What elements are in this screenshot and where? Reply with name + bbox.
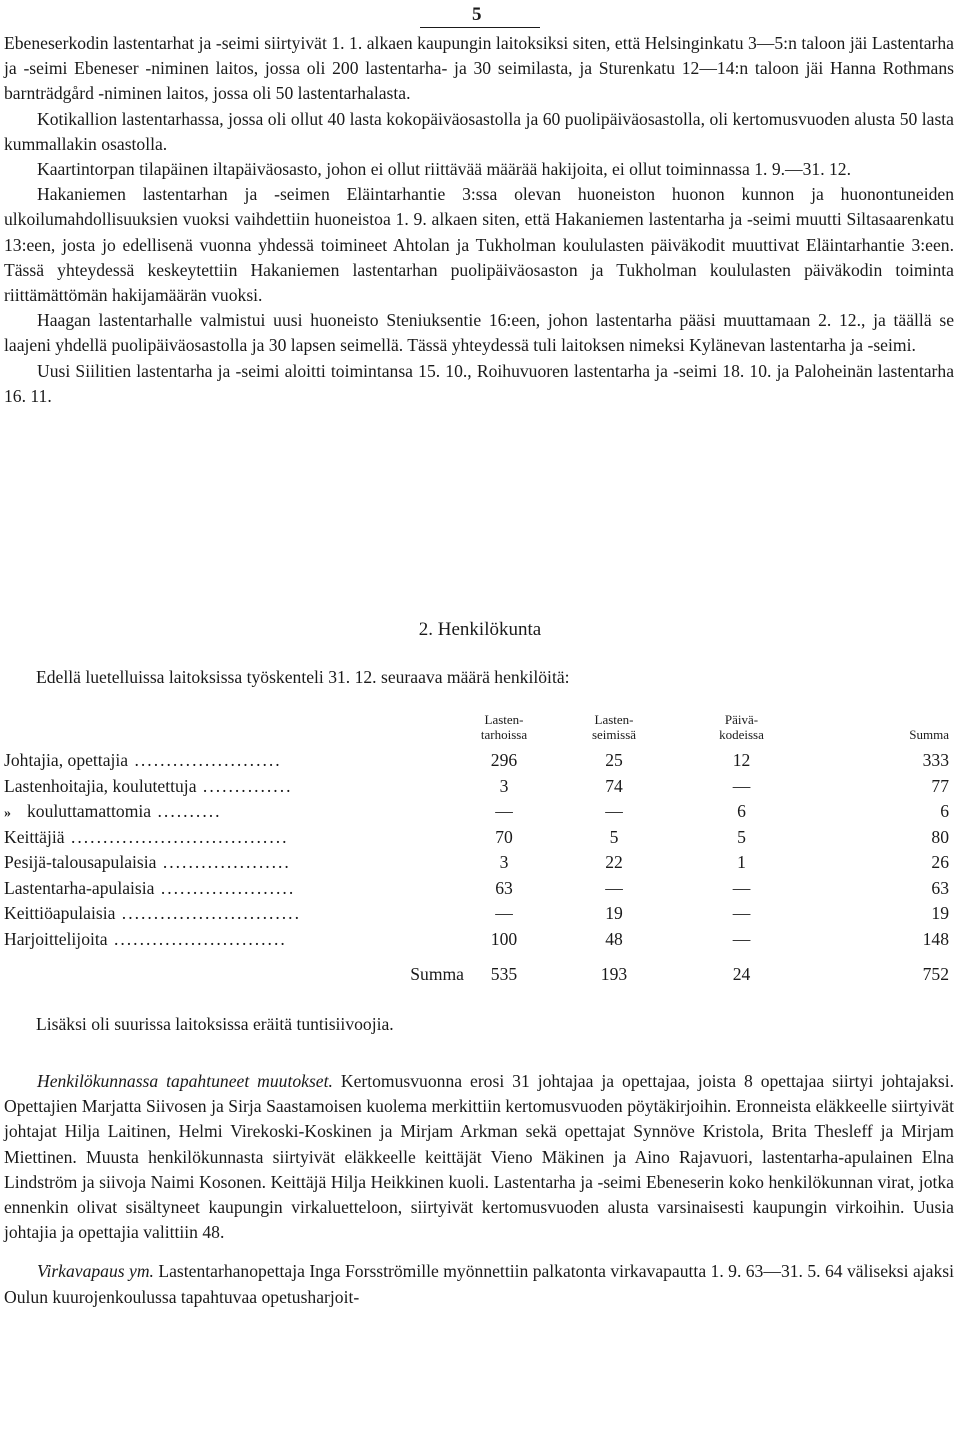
total-value: 752 xyxy=(922,963,949,984)
cell-value: 6 xyxy=(940,801,949,822)
cell-value: 5 xyxy=(737,826,746,847)
cell-value: — xyxy=(732,903,751,924)
paragraph-ebeneser: Ebeneserkodin lastentarhat ja -seimi siirtyivät 1. 1. alkaen kaupungin laitoksiksi siten, että Helsinginkatu 3—5:n taloon jäi Lastentarha ja -seimi Ebeneser -niminen laitos, jossa oli 200 lastentarha- ja 30 seimilasta, ja Sturenkatu 12—14:n taloon jäi Hanna Rothmans barnträdgård -niminen laitos, jossa oli 50 lastentarhalasta. xyxy=(4,33,954,104)
cell-value: — xyxy=(732,775,751,796)
cell-value: 100 xyxy=(490,928,518,949)
paragraph-kotikallio: Kotikallion lastentarhassa, jossa oli ollut 40 lasta kokopäiväosastolla ja 60 puolipäiväosastolla, oli kertomusvuoden alusta 50 lasta kummallakin osastolla. xyxy=(4,108,954,154)
table-row xyxy=(4,774,953,800)
paragraph-leave: Virkavapaus ym. Lastentarhanopettaja Inga Forsströmille myönnettiin palkatonta virkavapautta 1. 9. 63—31. 5. 64 väliseksi ajaksi Oulun kuurojenkoulussa tapahtuvaa opetusharjoit- xyxy=(4,1261,954,1307)
row-label: Lastentarha-apulaisia ..................... xyxy=(4,877,296,898)
cell-value: 77 xyxy=(931,775,949,796)
table-row xyxy=(4,901,953,927)
header-lastentarhoissa: Lasten- tarhoissa xyxy=(480,712,528,742)
cell-value: 5 xyxy=(609,826,619,847)
cell-value: 74 xyxy=(605,775,623,796)
staff-intro: Edellä luetelluissa laitoksissa työskenteli 31. 12. seuraava määrä henkilöitä: xyxy=(36,667,570,687)
cell-value: 3 xyxy=(499,852,509,873)
cell-value: — xyxy=(495,801,513,822)
paragraph-staff-changes: Henkilökunnassa tapahtuneet muutokset. Kertomusvuonna erosi 31 johtajaa ja opettajaa, joista 8 opettajaa siirtyi johtajaksi. Opettajien Marjatta Siivosen ja Sirja Saastamoisen kuolema merkittiin kertomusvuoden pöytäkirjoihin. Eronneista eläkkeelle siirtyivät johtajat Hilja Laitinen, Helmi Virekoski-Koskinen ja Mirjam Arkman sekä opettajat Synnöve Kristola, Brita Thesleff ja Mirjam Miettinen. Muusta henkilökunnasta siirtyivät eläkkeelle keittäjät Vieno Mäkinen ja Aino Rajavuori, lastentarha-apulainen Elna Lindström ja siivoja Naimi Kosonen. Keittäjä Hilja Heikkinen kuoli. Lastentarha ja -seimi Ebeneserin koko henkilökunnan virat, jotka ennenkin olivat sisältyneet kaupungin virkaluetteloon, siirtyivät kertomusvuoden alusta varsinaisesti kaupungin virkoihin. Uusia johtajia ja opettajia valittiin 48. xyxy=(4,1071,954,1243)
header-paivakodeissa: Päivä- kodeissa xyxy=(719,712,764,742)
header-summa: Summa xyxy=(909,727,949,742)
table-row xyxy=(4,748,953,774)
cell-value: 3 xyxy=(499,775,509,796)
paragraph-hakaniemi: Hakaniemen lastentarhan ja -seimen Eläintarhantie 3:ssa olevan huoneiston huonon kunnon ja huonontuneiden ulkoilumahdollisuuksien vuoksi vaihdettiin huoneistoa 1. 9. alkaen siten, että Hakaniemen lastentarha ja -seimi muutti Siltasaarenkatu 13:een, josta jo edellisenä vuonna yhdessä toimineet Ahtolan ja Tukholman koululasten päiväkodit muuttivat Eläintarhantie 3:een. Tässä yhteydessä keskeytettiin Hakaniemen lastentarhan puolipäiväosaston ja Tukholman koululasten päiväkodin toiminta riittämättömän hakijamäärän vuoksi. xyxy=(4,184,954,306)
cell-value: — xyxy=(732,928,751,949)
section-heading: 2. Henkilökunta xyxy=(418,619,542,640)
table-row xyxy=(4,825,953,851)
cell-value: — xyxy=(495,903,513,924)
cell-value: — xyxy=(732,877,751,898)
staff-table xyxy=(4,712,953,988)
cell-value: 296 xyxy=(490,750,518,771)
cell-value: 63 xyxy=(931,877,949,898)
total-value: 24 xyxy=(732,963,751,984)
cell-value: 80 xyxy=(931,826,949,847)
cell-value: 333 xyxy=(922,750,949,771)
note: Lisäksi oli suurissa laitoksissa eräitä tuntisiivoojia. xyxy=(36,1014,394,1034)
row-label: Lastenhoitajia, koulutettuja .............. xyxy=(4,775,293,796)
ditto-mark: » xyxy=(4,806,11,822)
table-row xyxy=(4,927,953,953)
table-row xyxy=(4,876,953,902)
row-label: » kouluttamattomia .......... xyxy=(4,801,222,822)
header-rule xyxy=(420,27,540,28)
total-value: 535 xyxy=(490,963,518,984)
table-row xyxy=(4,799,953,825)
intro-text-block xyxy=(4,31,954,409)
table-row xyxy=(4,850,953,876)
total-label: Summa xyxy=(410,963,464,984)
cell-value: 63 xyxy=(495,877,513,898)
cell-value: 70 xyxy=(495,826,513,847)
cell-value: — xyxy=(605,801,623,822)
total-value: 193 xyxy=(600,963,628,984)
changes-block xyxy=(4,1069,954,1324)
cell-value: 25 xyxy=(605,750,623,771)
header-lastenseimissa: Lasten- seimissä xyxy=(591,712,637,742)
table-total-row xyxy=(4,952,953,988)
cell-value: 22 xyxy=(605,852,623,873)
cell-value: 148 xyxy=(922,928,949,949)
paragraph-siilitie: Uusi Siilitien lastentarha ja -seimi aloitti toimintansa 15. 10., Roihuvuoren lastentarha ja -seimi 18. 10. ja Paloheinän lastentarha 16. 11. xyxy=(4,360,954,406)
row-label: Keittiöapulaisia ............................ xyxy=(4,903,301,924)
row-label: Keittäjiä .................................. xyxy=(4,826,289,847)
header-empty xyxy=(4,712,464,748)
table-header-row xyxy=(4,712,953,748)
cell-value: 6 xyxy=(737,801,746,822)
cell-value: 19 xyxy=(605,903,623,924)
cell-value: 19 xyxy=(931,903,949,924)
paragraph-haaga: Haagan lastentarhalle valmistui uusi huoneisto Steniuksentie 16:een, johon lastentarha pääsi muuttamaan 2. 12., ja täällä se laajeni yhdellä puolipäiväosastolla ja 30 lapsen seimellä. Tässä yhteydessä tuli laitoksen nimeksi Kylänevan lastentarha ja -seimi. xyxy=(4,310,954,356)
cell-value: 26 xyxy=(931,852,949,873)
subheading-staff-changes: Henkilökunnassa tapahtuneet muutokset. xyxy=(37,1071,333,1091)
row-label: Pesijä-talousapulaisia .................... xyxy=(4,852,291,873)
paragraph-kaartintorppa: Kaartintorpan tilapäinen iltapäiväosasto, johon ei ollut riittävää määrää hakijoita, ei ollut toiminnassa 1. 9.—31. 12. xyxy=(37,159,851,180)
row-label: Johtajia, opettajia ....................... xyxy=(4,750,282,771)
cell-value: 12 xyxy=(732,750,751,771)
subheading-leave: Virkavapaus ym. xyxy=(37,1261,154,1282)
cell-value: 48 xyxy=(605,928,623,949)
page-number: 5 xyxy=(472,4,482,25)
row-label: Harjoittelijoita ........................... xyxy=(4,928,287,949)
cell-value: 1 xyxy=(737,852,746,873)
cell-value: — xyxy=(605,877,623,898)
